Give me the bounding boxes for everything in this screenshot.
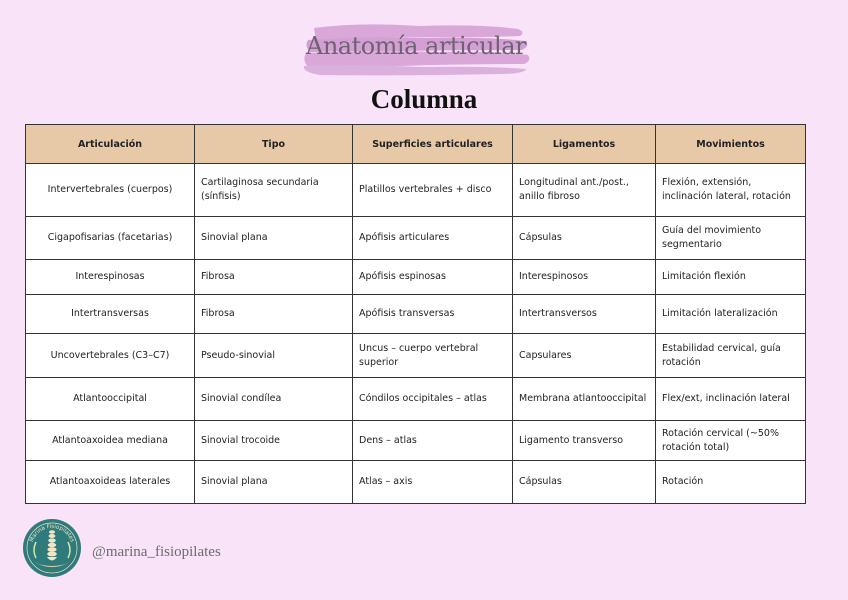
cell-tipo: Sinovial trocoide xyxy=(195,421,353,461)
cell-movimientos: Rotación cervical (~50% rotación total) xyxy=(656,421,806,461)
cell-movimientos: Flex/ext, inclinación lateral xyxy=(656,378,806,421)
table-row xyxy=(26,461,806,504)
cell-movimientos: Rotación xyxy=(656,461,806,504)
table-row xyxy=(26,378,806,421)
cell-tipo: Fibrosa xyxy=(195,295,353,334)
cell-movimientos: Guía del movimiento segmentario xyxy=(656,217,806,260)
cell-ligamentos: Longitudinal ant./post., anillo fibroso xyxy=(513,164,656,217)
cell-tipo: Cartilaginosa secundaria (sínfisis) xyxy=(195,164,353,217)
cell-superficies: Cóndilos occipitales – atlas xyxy=(353,378,513,421)
cell-superficies: Apófisis transversas xyxy=(353,295,513,334)
table-row xyxy=(26,260,806,295)
cell-superficies: Apófisis espinosas xyxy=(353,260,513,295)
cell-movimientos: Limitación lateralización xyxy=(656,295,806,334)
cell-articulacion: Atlantooccipital xyxy=(26,378,195,421)
cell-tipo: Pseudo-sinovial xyxy=(195,334,353,378)
cell-articulacion: Intervertebrales (cuerpos) xyxy=(26,164,195,217)
page-subtitle: Columna xyxy=(370,84,478,114)
cell-ligamentos: Membrana atlantooccipital xyxy=(513,378,656,421)
cell-superficies: Platillos vertebrales + disco xyxy=(353,164,513,217)
column-header-movimientos: Movimientos xyxy=(656,125,806,164)
table-row xyxy=(26,217,806,260)
cell-articulacion: Atlantoaxoidea mediana xyxy=(26,421,195,461)
cell-tipo: Sinovial plana xyxy=(195,461,353,504)
cell-superficies: Uncus – cuerpo vertebral superior xyxy=(353,334,513,378)
table-row xyxy=(26,421,806,461)
cell-articulacion: Cigapofisarias (facetarias) xyxy=(26,217,195,260)
cell-superficies: Apófisis articulares xyxy=(353,217,513,260)
table-row xyxy=(26,334,806,378)
table-row xyxy=(26,164,806,217)
table-row xyxy=(26,295,806,334)
cell-ligamentos: Cápsulas xyxy=(513,461,656,504)
column-header-articulacion: Articulación xyxy=(26,125,195,164)
table-header-row xyxy=(26,125,806,164)
joints-table xyxy=(25,124,806,504)
cell-ligamentos: Cápsulas xyxy=(513,217,656,260)
column-header-superficies: Superficies articulares xyxy=(353,125,513,164)
cell-articulacion: Intertransversas xyxy=(26,295,195,334)
cell-superficies: Dens – atlas xyxy=(353,421,513,461)
cell-movimientos: Estabilidad cervical, guía rotación xyxy=(656,334,806,378)
column-header-ligamentos: Ligamentos xyxy=(513,125,656,164)
cell-tipo: Sinovial plana xyxy=(195,217,353,260)
cell-ligamentos: Capsulares xyxy=(513,334,656,378)
cell-articulacion: Uncovertebrales (C3–C7) xyxy=(26,334,195,378)
svg-text:Marina Fisiopilates: Marina Fisiopilates xyxy=(29,523,75,544)
cell-ligamentos: Interespinosos xyxy=(513,260,656,295)
cell-articulacion: Atlantoaxoideas laterales xyxy=(26,461,195,504)
cell-articulacion: Interespinosas xyxy=(26,260,195,295)
cell-tipo: Sinovial condílea xyxy=(195,378,353,421)
cell-ligamentos: Intertransversos xyxy=(513,295,656,334)
cell-ligamentos: Ligamento transverso xyxy=(513,421,656,461)
cell-superficies: Atlas – axis xyxy=(353,461,513,504)
cell-tipo: Fibrosa xyxy=(195,260,353,295)
cell-movimientos: Flexión, extensión, inclinación lateral, rotación xyxy=(656,164,806,217)
column-header-tipo: Tipo xyxy=(195,125,353,164)
title-banner xyxy=(300,20,532,76)
social-handle[interactable]: @marina_fisiopilates xyxy=(92,544,221,560)
cell-movimientos: Limitación flexión xyxy=(656,260,806,295)
spine-logo-icon xyxy=(22,518,82,578)
page-title: Anatomía articular xyxy=(305,32,527,60)
